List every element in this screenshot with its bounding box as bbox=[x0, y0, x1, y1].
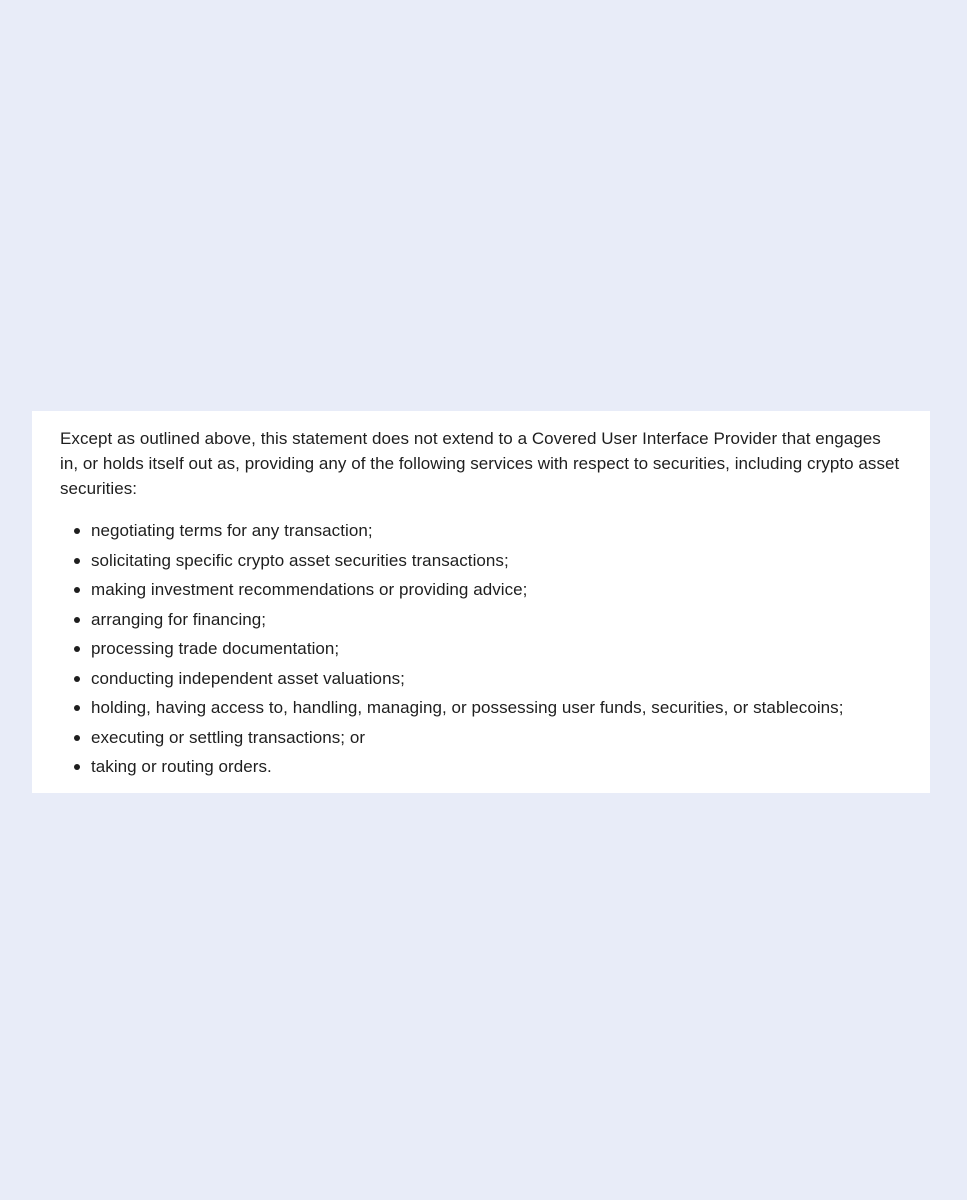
bullet-icon bbox=[74, 705, 80, 711]
list-item-text: executing or settling transactions; or bbox=[91, 727, 366, 747]
list-item bbox=[91, 575, 902, 605]
list-item bbox=[91, 752, 902, 782]
list-item-text: processing trade documentation; bbox=[91, 639, 340, 658]
services-list bbox=[60, 516, 902, 782]
bullet-icon bbox=[74, 587, 80, 593]
bullet-icon bbox=[74, 617, 80, 623]
bullet-icon bbox=[74, 646, 80, 652]
list-item-text: taking or routing orders. bbox=[91, 757, 272, 776]
bullet-icon bbox=[74, 528, 80, 534]
bullet-icon bbox=[74, 764, 80, 770]
intro-paragraph: Except as outlined above, this statement does not extend to a Covered User Interface Provider that engages in, or holds itself out as, providing any of the following services with respect to securities, including crypto asset securities: bbox=[60, 429, 900, 498]
text-card bbox=[32, 411, 930, 793]
list-item bbox=[91, 693, 902, 723]
list-item-text: negotiating terms for any transaction; bbox=[91, 521, 373, 540]
list-item-text: conducting independent asset valuations; bbox=[91, 668, 405, 688]
bullet-icon bbox=[74, 558, 80, 564]
list-item bbox=[91, 546, 902, 576]
bullet-icon bbox=[74, 676, 80, 682]
list-item bbox=[91, 664, 902, 694]
list-item bbox=[91, 605, 902, 635]
list-item bbox=[91, 516, 902, 546]
list-item-text: making investment recommendations or providing advice; bbox=[91, 580, 528, 599]
list-item-text: arranging for financing; bbox=[91, 609, 267, 629]
list-item-text: holding, having access to, handling, managing, or possessing user funds, securities, or stablecoins; bbox=[91, 698, 844, 717]
bullet-icon bbox=[74, 735, 80, 741]
list-item bbox=[91, 634, 902, 664]
list-item-text: solicitating specific crypto asset securities transactions; bbox=[91, 550, 509, 570]
list-item bbox=[91, 723, 902, 753]
